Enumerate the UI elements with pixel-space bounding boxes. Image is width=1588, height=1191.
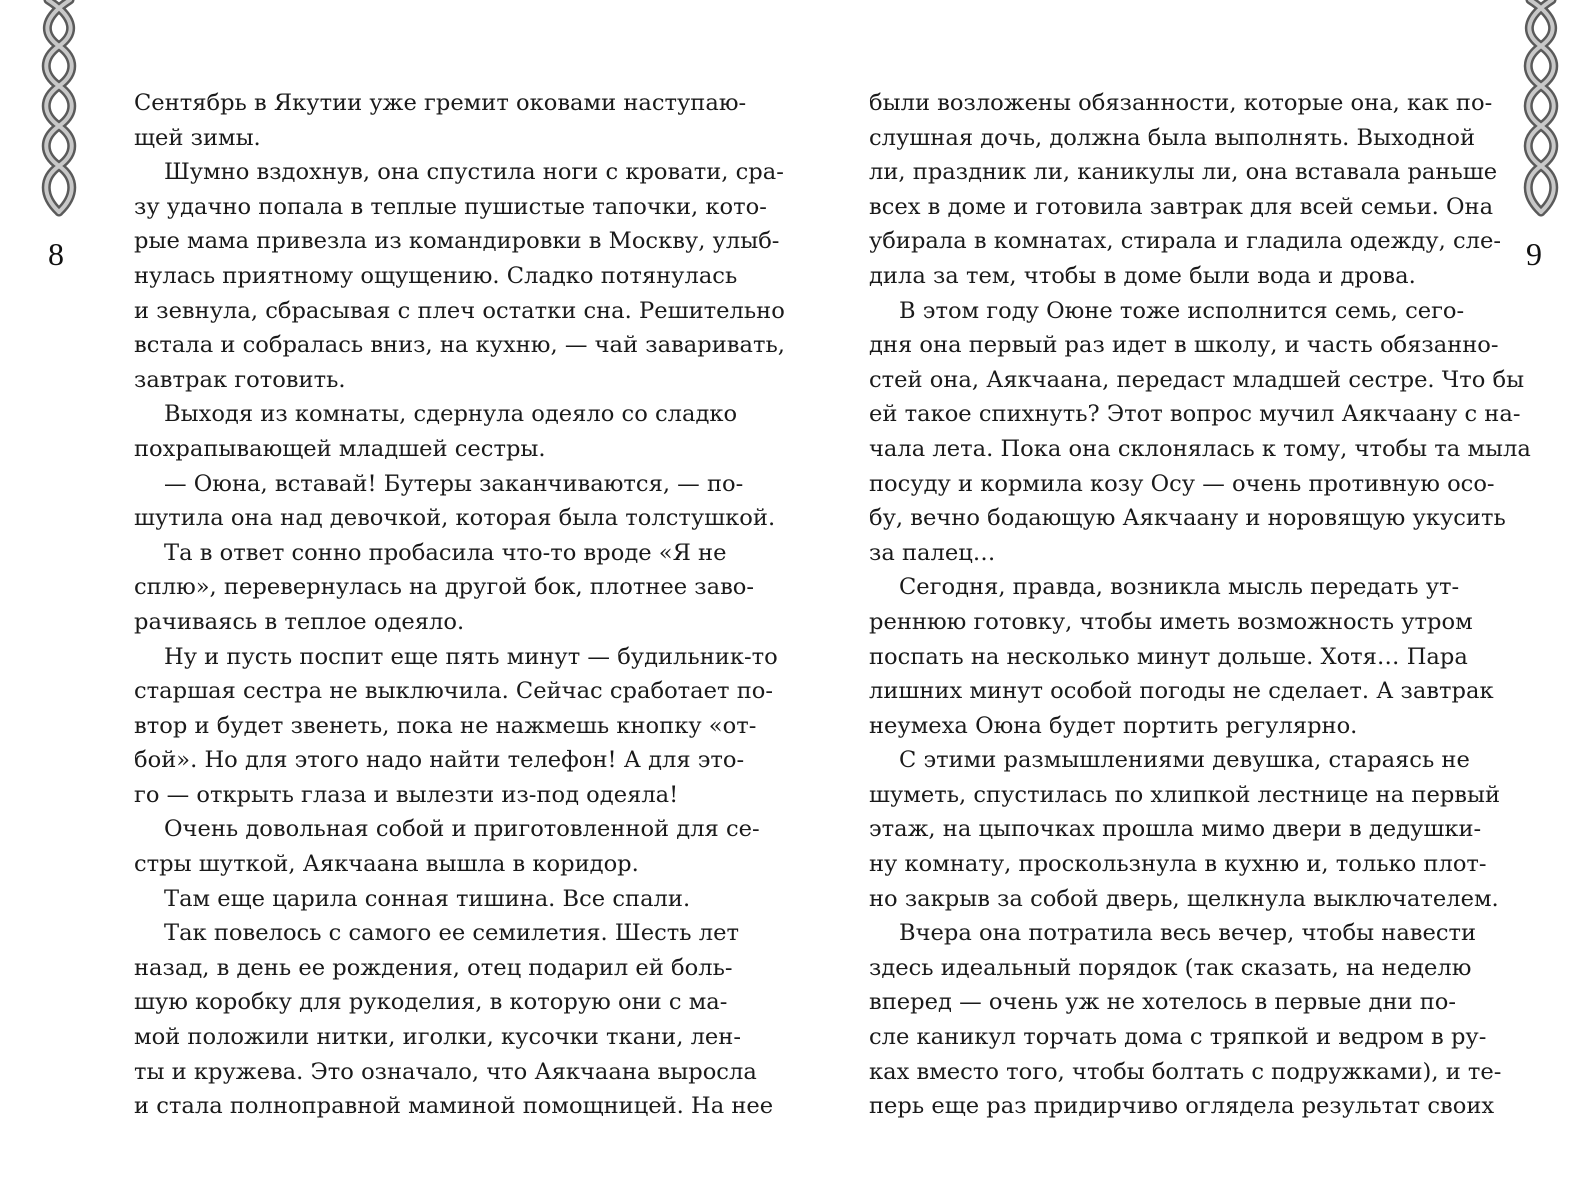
text-line: ну комнату, проскользнула в кухню и, только плот- xyxy=(869,851,1487,878)
text-line: посуду и кормила козу Осу — очень противную осо- xyxy=(869,470,1495,497)
text-line: Шумно вздохнув, она спустила ноги с кровати, сра- xyxy=(164,159,784,186)
text-line: дила за тем, чтобы в доме были вода и дрова. xyxy=(869,262,1416,289)
text-line: но закрыв за собой дверь, щелкнула выключателем. xyxy=(869,885,1499,912)
text-line: щей зимы. xyxy=(134,124,261,151)
text-line: Выходя из комнаты, сдернула одеяло со сладко xyxy=(164,401,738,428)
text-line: шую коробку для рукоделия, в которую они с ма- xyxy=(134,989,728,1016)
text-line: Так повелось с самого ее семилетия. Шесть лет xyxy=(164,920,739,947)
text-line: шутила она над девочкой, которая была толстушкой. xyxy=(134,505,776,532)
text-line: встала и собралась вниз, на кухню, — чай заваривать, xyxy=(134,332,785,359)
text-line: С этими размышлениями девушка, стараясь не xyxy=(899,747,1470,774)
text-line: Та в ответ сонно пробасила что-то вроде «Я не xyxy=(164,539,727,566)
text-line: дня она первый раз идет в школу, и часть обязанно- xyxy=(869,332,1499,359)
text-line: и зевнула, сбрасывая с плеч остатки сна. Решительно xyxy=(134,297,785,324)
text-line: перь еще раз придирчиво оглядела результат своих xyxy=(869,1093,1495,1120)
text-line: здесь идеальный порядок (так сказать, на неделю xyxy=(869,954,1472,981)
text-line: похрапывающей младшей сестры. xyxy=(134,435,546,462)
text-line: бой». Но для этого надо найти телефон! А для это- xyxy=(134,747,745,774)
text-line: мой положили нитки, иголки, кусочки ткани, лен- xyxy=(134,1024,741,1051)
text-line: нулась приятному ощущению. Сладко потянулась xyxy=(134,262,738,289)
text-line: поспать на несколько минут дольше. Хотя… Пара xyxy=(869,643,1468,670)
text-line: Вчера она потратила весь вечер, чтобы навести xyxy=(899,920,1477,947)
text-line: завтрак готовить. xyxy=(134,366,346,393)
text-line: ты и кружева. Это означало, что Аякчаана выросла xyxy=(134,1058,757,1085)
text-line: и стала полноправной маминой помощницей. На нее xyxy=(134,1093,774,1120)
text-line: втор и будет звенеть, пока не нажмешь кнопку «от- xyxy=(134,712,757,739)
text-line: рые мама привезла из командировки в Москву, улыб- xyxy=(134,228,780,255)
text-line: убирала в комнатах, стирала и гладила одежду, сле- xyxy=(869,228,1501,255)
text-line: сле каникул торчать дома с тряпкой и ведром в ру- xyxy=(869,1024,1487,1051)
text-line: вперед — очень уж не хотелось в первые дни по- xyxy=(869,989,1457,1016)
text-line: всех в доме и готовила завтрак для всей семьи. Она xyxy=(869,193,1494,220)
text-line: го — открыть глаза и вылезти из-под одеяла! xyxy=(134,781,679,808)
text-line: Сегодня, правда, возникла мысль передать ут- xyxy=(899,574,1460,601)
page-number-left: 8 xyxy=(48,236,64,272)
text-line: бу, вечно бодающую Аякчаану и норовящую укусить xyxy=(869,505,1506,532)
text-line: сплю», перевернулась на другой бок, плотнее заво- xyxy=(134,574,755,601)
text-line: реннюю готовку, чтобы иметь возможность утром xyxy=(869,608,1473,635)
celtic-knot-ornament-right xyxy=(1518,0,1564,218)
text-line: Сентябрь в Якутии уже гремит оковами наступаю- xyxy=(134,90,747,116)
text-line: ли, праздник ли, каникулы ли, она вставала раньше xyxy=(869,159,1498,186)
text-line: шуметь, спустилась по хлипкой лестнице на первый xyxy=(869,781,1501,808)
text-line: зу удачно попала в теплые пушистые тапочки, кото- xyxy=(134,193,767,220)
text-line: старшая сестра не выключила. Сейчас сработает по- xyxy=(134,678,774,705)
page-left-text-column xyxy=(134,86,785,1124)
celtic-knot-ornament-left xyxy=(36,0,82,218)
text-line: стры шуткой, Аякчаана вышла в коридор. xyxy=(134,851,639,878)
page-number-right: 9 xyxy=(1526,236,1542,272)
text-line: В этом году Оюне тоже исполнится семь, сего- xyxy=(899,297,1465,324)
text-line: лишних минут особой погоды не сделает. А завтрак xyxy=(869,678,1494,705)
text-line: чала лета. Пока она склонялась к тому, чтобы та мыла xyxy=(869,435,1531,462)
text-line: ей такое спихнуть? Этот вопрос мучил Аякчаану с на- xyxy=(869,401,1521,428)
text-line: ках вместо того, чтобы болтать с подружками), и те- xyxy=(869,1058,1502,1085)
text-line: Там еще царила сонная тишина. Все спали. xyxy=(164,885,691,912)
text-line: были возложены обязанности, которые она, как по- xyxy=(869,90,1493,116)
text-line: Очень довольная собой и приготовленной для се- xyxy=(164,816,760,843)
text-line: рачиваясь в теплое одеяло. xyxy=(134,608,465,635)
page-right-text-column xyxy=(869,86,1531,1124)
text-line: Ну и пусть поспит еще пять минут — будильник-то xyxy=(164,643,778,670)
text-line: неумеха Оюна будет портить регулярно. xyxy=(869,712,1358,739)
text-line: этаж, на цыпочках прошла мимо двери в дедушки- xyxy=(869,816,1482,843)
text-line: слушная дочь, должна была выполнять. Выходной xyxy=(869,124,1476,151)
text-line: — Оюна, вставай! Бутеры заканчиваются, — по- xyxy=(164,470,744,497)
text-line: стей она, Аякчаана, передаст младшей сестре. Что бы xyxy=(869,366,1525,393)
text-line: за палец… xyxy=(869,539,996,566)
text-line: назад, в день ее рождения, отец подарил ей боль- xyxy=(134,954,733,981)
